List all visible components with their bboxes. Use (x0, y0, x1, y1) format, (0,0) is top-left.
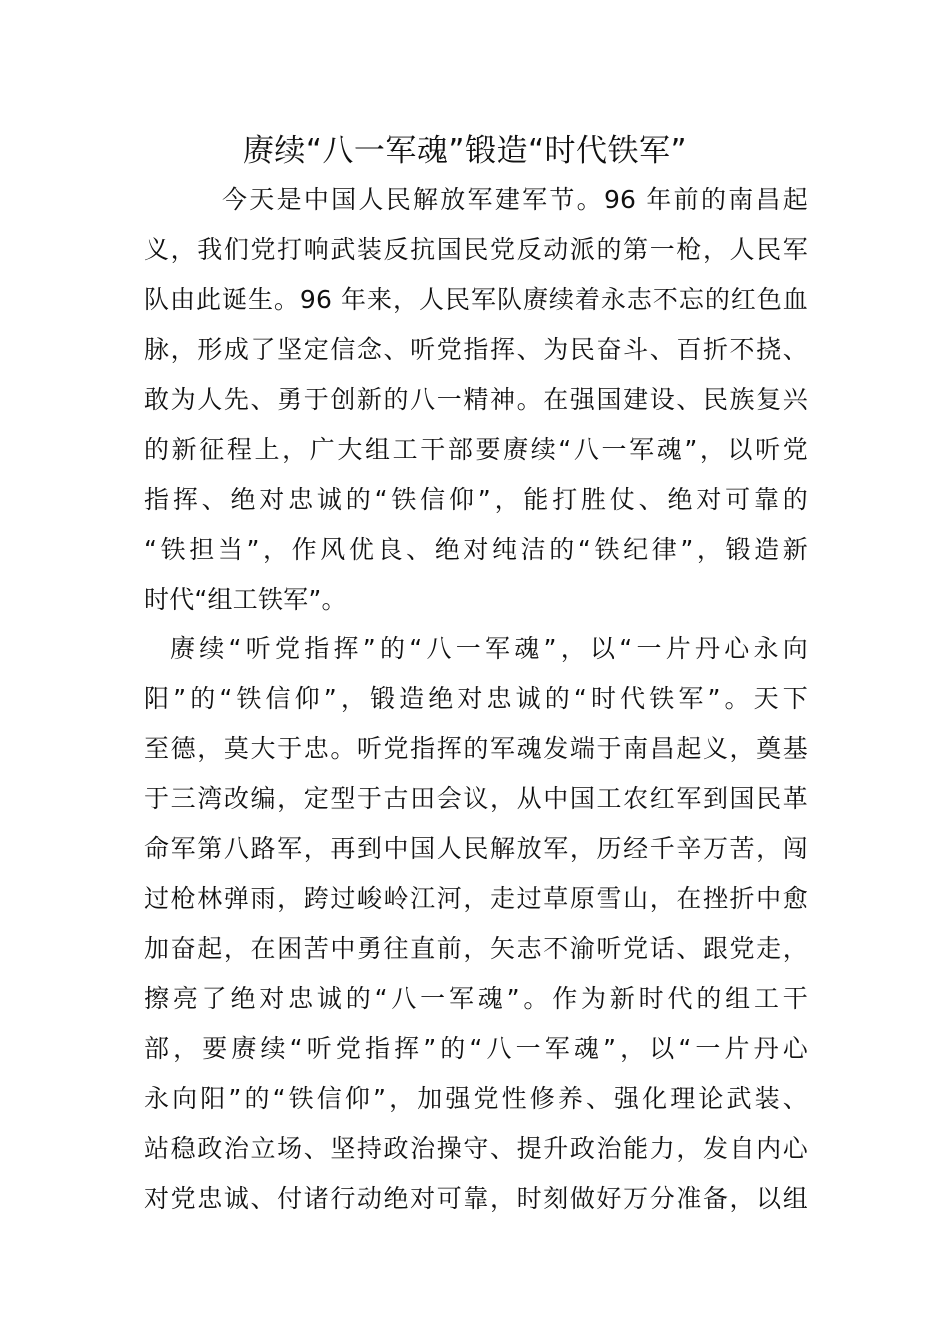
paragraph-line: 命军第八路军，再到中国人民解放军，历经千辛万苦，闯 (144, 834, 808, 863)
paragraph-line: 义，我们党打响武装反抗国民党反动派的第一枪，人民军 (144, 235, 808, 264)
paragraph-line: 对党忠诚、付诸行动绝对可靠，时刻做好万分准备，以组 (144, 1184, 808, 1213)
paragraph-line: 擦亮了绝对忠诚的“八一军魂”。作为新时代的组工干 (144, 984, 808, 1013)
paragraph-line: 敢为人先、勇于创新的八一精神。在强国建设、民族复兴 (144, 385, 808, 414)
paragraph-line: 站稳政治立场、坚持政治操守、提升政治能力，发自内心 (144, 1134, 808, 1163)
paragraph-line: 加奋起，在困苦中勇往直前，矢志不渝听党话、跟党走， (144, 934, 808, 963)
paragraph-line: 时代“组工铁军”。 (144, 585, 347, 614)
paragraph-line: 指挥、绝对忠诚的“铁信仰”，能打胜仗、绝对可靠的 (144, 485, 808, 514)
paragraph-line: 至德，莫大于忠。听党指挥的军魂发端于南昌起义，奠基 (144, 734, 808, 763)
paragraph-line: 脉，形成了坚定信念、听党指挥、为民奋斗、百折不挠、 (144, 335, 808, 364)
paragraph-line: 于三湾改编，定型于古田会议，从中国工农红军到国民革 (144, 784, 808, 813)
paragraph-line: 过枪林弹雨，跨过峻岭江河，走过草原雪山，在挫折中愈 (144, 884, 808, 913)
paragraph-line: 阳”的“铁信仰”，锻造绝对忠诚的“时代铁军”。天下 (144, 684, 808, 713)
paragraph-line: 永向阳”的“铁信仰”，加强党性修养、强化理论武装、 (144, 1084, 808, 1113)
paragraph-line: 今天是中国人民解放军建军节。96 年前的南昌起 (222, 185, 808, 214)
paragraph-line: 部，要赓续“听党指挥”的“八一军魂”，以“一片丹心 (144, 1034, 808, 1063)
paragraph-line: “铁担当”，作风优良、绝对纯洁的“铁纪律”，锻造新 (144, 535, 808, 564)
paragraph-line: 队由此诞生。96 年来，人民军队赓续着永志不忘的红色血 (144, 285, 808, 314)
document-title: 赓续“八一军魂”锻造“时代铁军” (242, 133, 688, 169)
paragraph-line: 的新征程上，广大组工干部要赓续“八一军魂”，以听党 (144, 435, 808, 464)
paragraph-line: 赓续“听党指挥”的“八一军魂”，以“一片丹心永向 (170, 634, 808, 663)
